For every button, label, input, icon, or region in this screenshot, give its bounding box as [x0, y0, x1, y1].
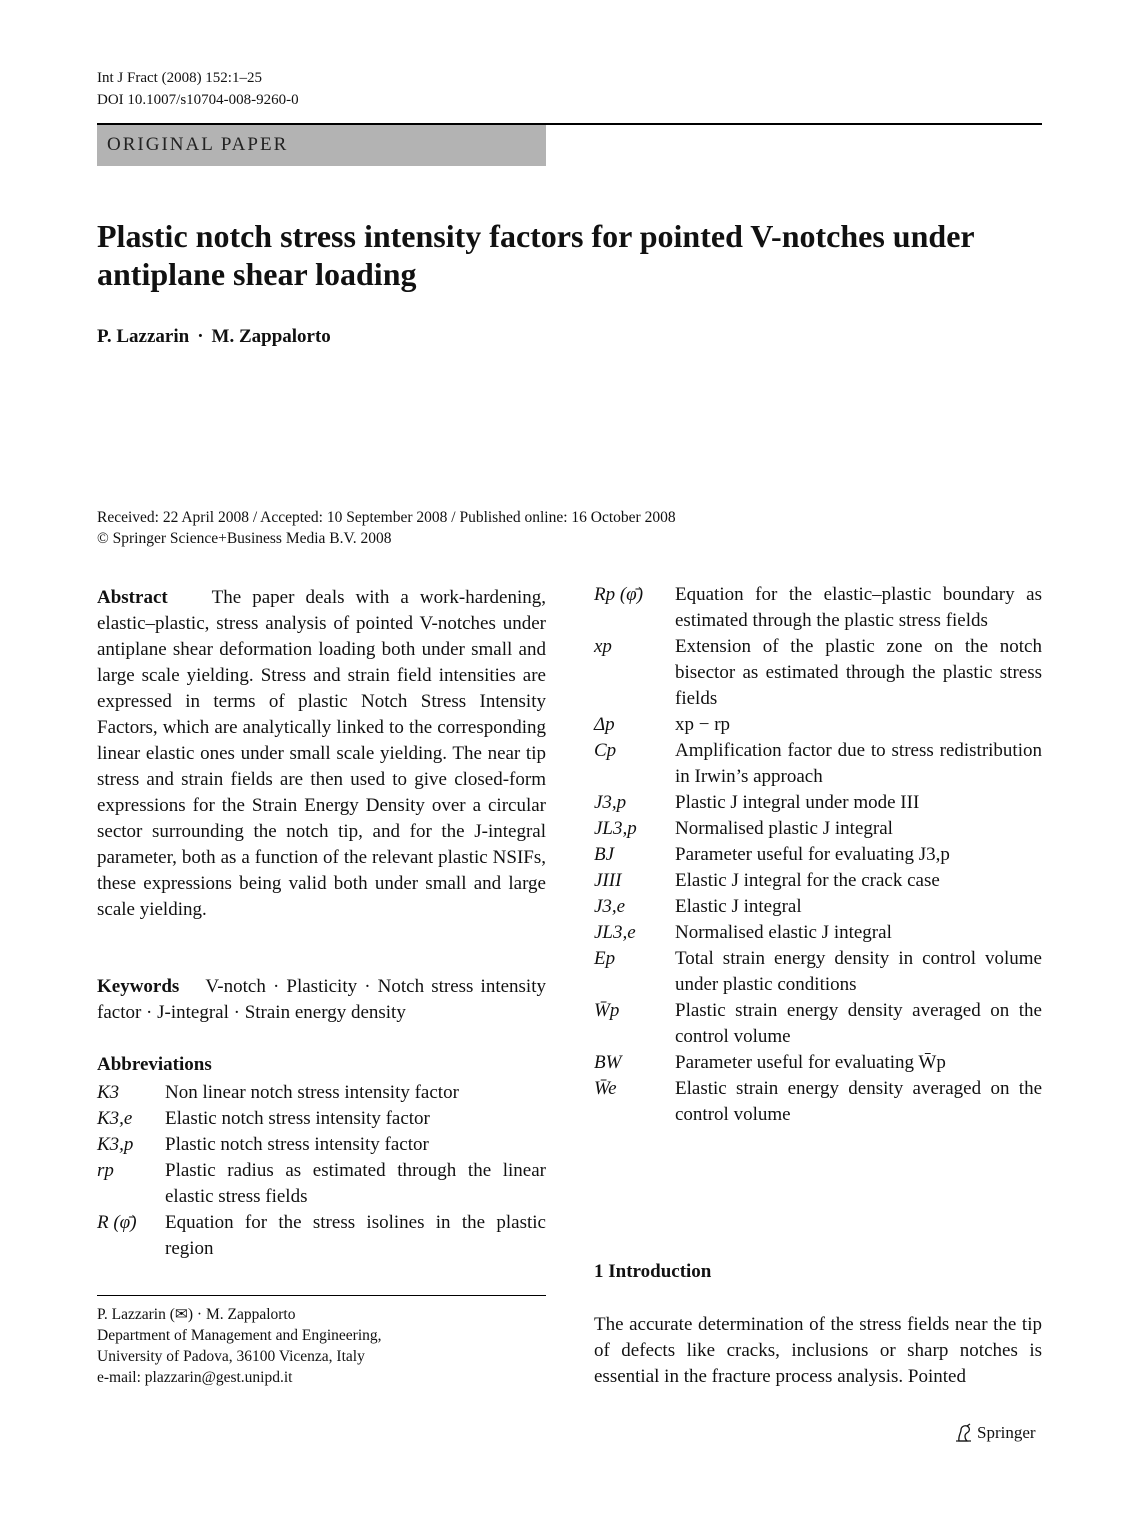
- abbreviation-row: [594, 920, 1042, 946]
- footnote-rule: [97, 1295, 546, 1296]
- author-name: P. Lazzarin: [97, 326, 190, 347]
- abbreviation-row: [594, 998, 1042, 1050]
- abbreviation-definition: Plastic strain energy density averaged on the control volume: [675, 1000, 1042, 1047]
- abbreviation-definition: Plastic J integral under mode III: [675, 792, 920, 813]
- journal-doi: DOI 10.1007/s10704-008-9260-0: [97, 92, 299, 108]
- dates-line: Received: 22 April 2008 / Accepted: 10 September 2008 / Published online: 16 October 2008: [97, 509, 676, 526]
- abbreviation-row: [594, 946, 1042, 998]
- paper-type-label: ORIGINAL PAPER: [107, 134, 289, 155]
- abstract-text: The paper deals with a work-hardening, elastic–plastic, stress analysis of pointed V-notches under antiplane shear deformation loading both under small and large scale yielding. Stress and strain field intensities are expressed in terms of plastic Notch Stress Intensity Factors, which are analytically linked to the corresponding linear elastic ones under small scale yielding. The near tip stress and strain fields are then used to give closed-form expressions for the Strain Energy Density over a circular sector surrounding the notch tip, and for the J-integral parameter, both as a function of the relevant plastic NSIFs, these expressions being valid both under small and large scale yielding.: [97, 587, 546, 920]
- abbreviation-symbol: JL3,e: [594, 922, 636, 943]
- abbreviation-definition: Equation for the stress isolines in the plastic region: [165, 1212, 546, 1259]
- abbreviation-symbol: Δp: [594, 714, 615, 735]
- paper-type-banner: [97, 125, 546, 166]
- abbreviations-list-right: [594, 582, 1042, 1128]
- author-separator: ·: [197, 326, 204, 347]
- abbreviation-definition: Amplification factor due to stress redistribution in Irwin’s approach: [675, 740, 1042, 787]
- abbreviation-definition: Parameter useful for evaluating W̄p: [675, 1052, 946, 1073]
- abbreviation-row: [594, 894, 1042, 920]
- abbreviation-definition: Extension of the plastic zone on the notch bisector as estimated through the plastic stress fields: [675, 636, 1042, 709]
- abbreviation-row: [97, 1158, 546, 1210]
- abbreviation-row: [594, 1050, 1042, 1076]
- abbreviation-row: [97, 1210, 546, 1262]
- publication-dates: [97, 507, 676, 549]
- abbreviation-symbol: R (φ̄): [97, 1212, 137, 1233]
- abbreviation-symbol: Cp: [594, 740, 617, 761]
- footnote-authors: P. Lazzarin (✉) · M. Zappalorto: [97, 1306, 296, 1323]
- author-name: M. Zappalorto: [211, 326, 331, 347]
- abbreviation-definition: Plastic notch stress intensity factor: [165, 1134, 429, 1155]
- abbreviation-symbol: Ep: [594, 948, 616, 969]
- abbreviation-row: [594, 634, 1042, 712]
- author-list: [97, 326, 331, 348]
- introduction-text: The accurate determination of the stress fields near the tip of defects like cracks, inclusions or sharp notches is essential in the fracture process analysis. Pointed: [594, 1314, 1042, 1387]
- abbreviation-row: [594, 582, 1042, 634]
- abbreviation-symbol: xp: [594, 636, 612, 657]
- footnote-department: Department of Management and Engineering,: [97, 1327, 382, 1344]
- abbreviation-definition: Non linear notch stress intensity factor: [165, 1082, 459, 1103]
- abbreviation-symbol: BW: [594, 1052, 622, 1073]
- keywords-heading: Keywords: [97, 976, 180, 997]
- abbreviation-definition: Elastic J integral for the crack case: [675, 870, 940, 891]
- springer-horse-icon: [955, 1423, 973, 1443]
- abbreviation-definition: xp − rp: [675, 714, 731, 735]
- abbreviation-row: [97, 1106, 546, 1132]
- journal-citation: Int J Fract (2008) 152:1–25: [97, 70, 262, 86]
- abbreviation-row: [594, 1076, 1042, 1128]
- abbreviation-symbol: J3,e: [594, 896, 626, 917]
- abbreviation-row: [594, 816, 1042, 842]
- keywords-text: V-notch · Plasticity · Notch stress intensity factor · J-integral · Strain energy density: [97, 976, 546, 1023]
- abbreviation-definition: Equation for the elastic–plastic boundary as estimated through the plastic stress fields: [675, 584, 1042, 631]
- abbreviation-symbol: JL3,p: [594, 818, 637, 839]
- author-footnote: [97, 1304, 382, 1388]
- paper-title: Plastic notch stress intensity factors for pointed V-notches under antiplane shear loading: [97, 218, 975, 292]
- abbreviation-row: [97, 1132, 546, 1158]
- footnote-email[interactable]: e-mail: plazzarin@gest.unipd.it: [97, 1369, 293, 1386]
- abstract: [97, 585, 546, 923]
- abbreviation-definition: Normalised plastic J integral: [675, 818, 893, 839]
- journal-header: [97, 67, 299, 111]
- abbreviation-definition: Elastic strain energy density averaged on the control volume: [675, 1078, 1042, 1125]
- abbreviation-symbol: K3,e: [97, 1108, 133, 1129]
- abbreviation-symbol: K3,p: [97, 1134, 134, 1155]
- abbreviation-definition: Elastic notch stress intensity factor: [165, 1108, 430, 1129]
- abbreviation-definition: Parameter useful for evaluating J3,p: [675, 844, 950, 865]
- publisher-name: Springer: [977, 1423, 1036, 1442]
- publisher-logo: [955, 1423, 1036, 1443]
- keywords: [97, 974, 546, 1026]
- section-heading-introduction: 1 Introduction: [594, 1261, 712, 1282]
- abbreviation-row: [594, 868, 1042, 894]
- abbreviations-list-left: [97, 1080, 546, 1262]
- abstract-heading: Abstract: [97, 587, 168, 608]
- abbreviation-symbol: W̄e: [594, 1078, 617, 1099]
- abbreviation-symbol: K3: [97, 1082, 120, 1103]
- abbreviation-row: [594, 738, 1042, 790]
- abbreviation-row: [97, 1080, 546, 1106]
- abbreviation-symbol: W̄p: [594, 1000, 620, 1021]
- abbreviation-definition: Total strain energy density in control volume under plastic conditions: [675, 948, 1042, 995]
- abbreviation-row: [594, 842, 1042, 868]
- footnote-university: University of Padova, 36100 Vicenza, Italy: [97, 1348, 365, 1365]
- abbreviation-row: [594, 712, 1042, 738]
- abbreviation-definition: Normalised elastic J integral: [675, 922, 892, 943]
- abbreviation-symbol: JIII: [594, 870, 622, 891]
- copyright-line: © Springer Science+Business Media B.V. 2008: [97, 530, 392, 547]
- abbreviations-heading: Abbreviations: [97, 1054, 212, 1075]
- abbreviation-definition: Elastic J integral: [675, 896, 802, 917]
- abbreviation-symbol: J3,p: [594, 792, 627, 813]
- abbreviation-row: [594, 790, 1042, 816]
- abbreviation-symbol: Rp (φ̄): [594, 584, 644, 605]
- abbreviation-symbol: BJ: [594, 844, 615, 865]
- abbreviation-symbol: rp: [97, 1160, 114, 1181]
- abbreviation-definition: Plastic radius as estimated through the linear elastic stress fields: [165, 1160, 546, 1207]
